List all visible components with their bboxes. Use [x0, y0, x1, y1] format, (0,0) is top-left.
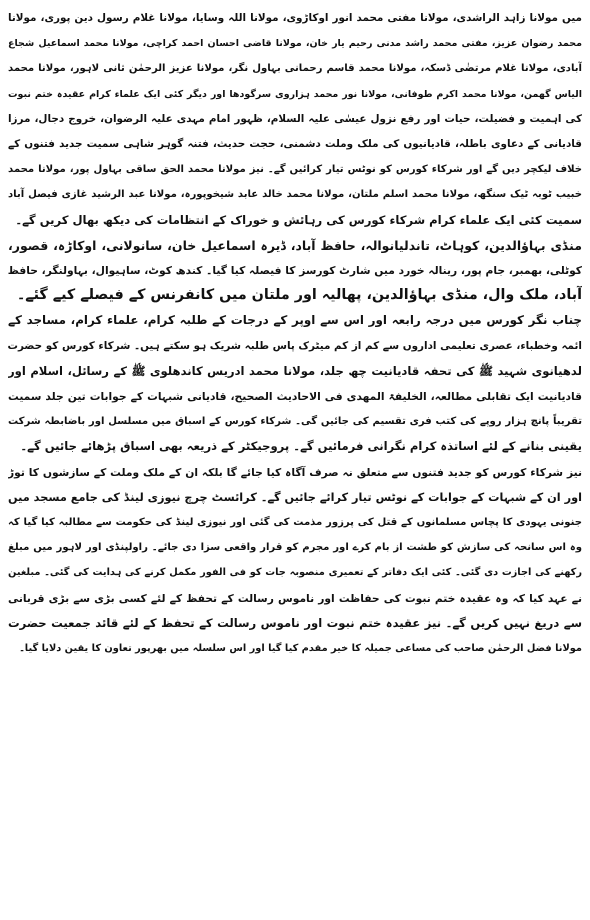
text-line: لدھیانوی شہید ﷺ کی تحفہ قادیانیت چھ جلد، مولانا محمد ادریس کاندھلوی ﷺ کے رسائل، اسلام اور [8, 363, 582, 378]
text-line: آباد، ملک وال، منڈی بہاؤالدین، پھالیہ اور ملتان میں کانفرنس کے فیصلے کیے گئے۔ [16, 287, 582, 304]
text-line: خبیب ٹوبہ ٹیک سنگھ، مولانا محمد اسلم ملتان، مولانا محمد خالد عابد شیخوپورہ، مولانا عبد الرشید غازی فیصل آباد [8, 189, 582, 201]
text-line: خلاف لیکچر دیں گے اور شرکاء کورس کو نوٹس تیار کرائیں گے۔ نیز مولانا محمد الحق ساقی بہاول پور، مولانا محمد [8, 164, 582, 176]
text-line: قادیانیت ایک تقابلی مطالعہ، الخلیفۃ المھدی فی الاحادیث الصحیح، قادیانی شبہات کے جوابات تین جلد سمیت [8, 390, 582, 404]
text-line: رکھنے کی اجازت دی گئی۔ کئی ایک دفاتر کے تعمیری منصوبہ جات کو فی الفور مکمل کرنے کی ہدایت کی گئی۔ مبلغین [8, 567, 582, 579]
text-line: قادیانی کے دعاوی باطلہ، قادیانیوں کی ملک وملت دشمنی، حجت حدیث، فتنہ گوہر شاہی سمیت جدید فتنوں کے [8, 138, 582, 151]
text-line: ائمہ وخطباء، عصری تعلیمی اداروں سے کم از کم میٹرک پاس طلبہ شریک ہو سکتے ہیں۔ شرکاء کورس کو حضرت [8, 339, 582, 352]
text-line: سمیت کئی ایک علماء کرام شرکاء کورس کی رہائش و خوراک کے انتظامات کی دیکھ بھال کریں گے۔ [15, 212, 582, 227]
article-paragraph [8, 6, 582, 233]
text-line: یقینی بنانے کے لئے اساتذہ کرام نگرانی فرمائیں گے۔ پروجیکٹر کے ذریعہ بھی اسباق پڑھائے جائیں گے۔ [20, 439, 582, 454]
text-line: الیاس گھمن، مولانا محمد اکرم طوفانی، مولانا نور محمد ہزاروی سرگودھا اور دیگر کئی ایک علماء کرام عقیدہ ختم نبوت [8, 88, 582, 100]
text-line: میں مولانا زاہد الراشدی، مولانا مفتی محمد انور اوکاڑوی، مولانا اللہ وسایا، مولانا غلام رسول دین پوری، مولانا [8, 12, 582, 24]
text-line: کی اہمیت و فضیلت، حیات اور رفع نزول عیسٰی علیہ السلام، ظہور امام مہدی علیہ الرضوان، خروج دجال، مرزا [8, 112, 582, 125]
text-line: آبادی، مولانا غلام مرتضٰی ڈسکہ، مولانا محمد قاسم رحمانی بہاول نگر، مولانا عزیز الرحمٰن ثانی لاہور، مولانا محمد [8, 63, 582, 75]
text-line: مولانا فضل الرحمٰن صاحب کی مساعی جمیلہ کا خیر مقدم کیا گیا اور اس سلسلہ میں بھرپور تعاون کا یقین دلایا گیا۔ [19, 643, 582, 655]
text-line: کوٹلی، بھمبر، جام پور، رینالہ خورد میں شارٹ کورسز کا فیصلہ کیا گیا۔ کندھ کوٹ، ساہیوال، بہاولنگر، حافظ [8, 264, 582, 278]
text-line: وہ اس سانحہ کی سازش کو طشت از بام کرے اور مجرم کو قرار واقعی سزا دی جائے۔ راولپنڈی اور لاہور میں مبلغ [8, 542, 582, 554]
text-line: سے دریغ نہیں کریں گے۔ نیز عقیدہ ختم نبوت اور ناموس رسالت کے تحفظ کے لئے قائد جمعیت حضرت [8, 615, 582, 630]
text-line: محمد رضوان عزیز، مفتی محمد راشد مدنی رحیم یار خان، مولانا قاضی احسان احمد کراچی، مولانا محمد اسماعیل شجاع [8, 38, 582, 50]
text-line: چناب نگر کورس میں درجہ رابعہ اور اس سے اوپر کے درجات کے طلبہ کرام، علماء کرام، مساجد کے [8, 313, 582, 328]
article-paragraph [8, 308, 582, 459]
article-paragraph [8, 233, 582, 309]
text-line: نے عہد کیا کہ وہ عقیدہ ختم نبوت کی حفاظت اور ناموس رسالت کے تحفظ کے لئے کسی بڑی سے بڑی قربانی [8, 591, 582, 605]
text-line: تقریباً پانچ ہزار روپے کی کتب فری تقسیم کی جائیں گی۔ شرکاء کورس کے اسباق میں مسلسل اور باضابطہ شرکت [8, 416, 582, 428]
text-line: منڈی بہاؤالدین، کوہاٹ، تاندلیانوالہ، حافظ آباد، ڈیرہ اسماعیل خان، سانولانی، اوکاڑہ، قصور، [8, 237, 582, 253]
text-line: نیز شرکاء کورس کو جدید فتنوں سے متعلق نہ صرف آگاہ کیا جائے گا بلکہ ان کے ملک وملت کے سازشوں کا توڑ [8, 465, 582, 479]
text-line: جنونی یہودی کا پچاس مسلمانوں کے قتل کی پرزور مذمت کی گئی اور نیوزی لینڈ کی حکومت سے مطالبہ کیا گیا کہ [8, 517, 582, 529]
article-paragraph [8, 460, 582, 662]
text-line: اور ان کے شبہات کے جوابات کے نوٹس تیار کرائے جائیں گے۔ کرائسٹ چرچ نیوزی لینڈ کی جامع مسجد میں [8, 490, 582, 504]
